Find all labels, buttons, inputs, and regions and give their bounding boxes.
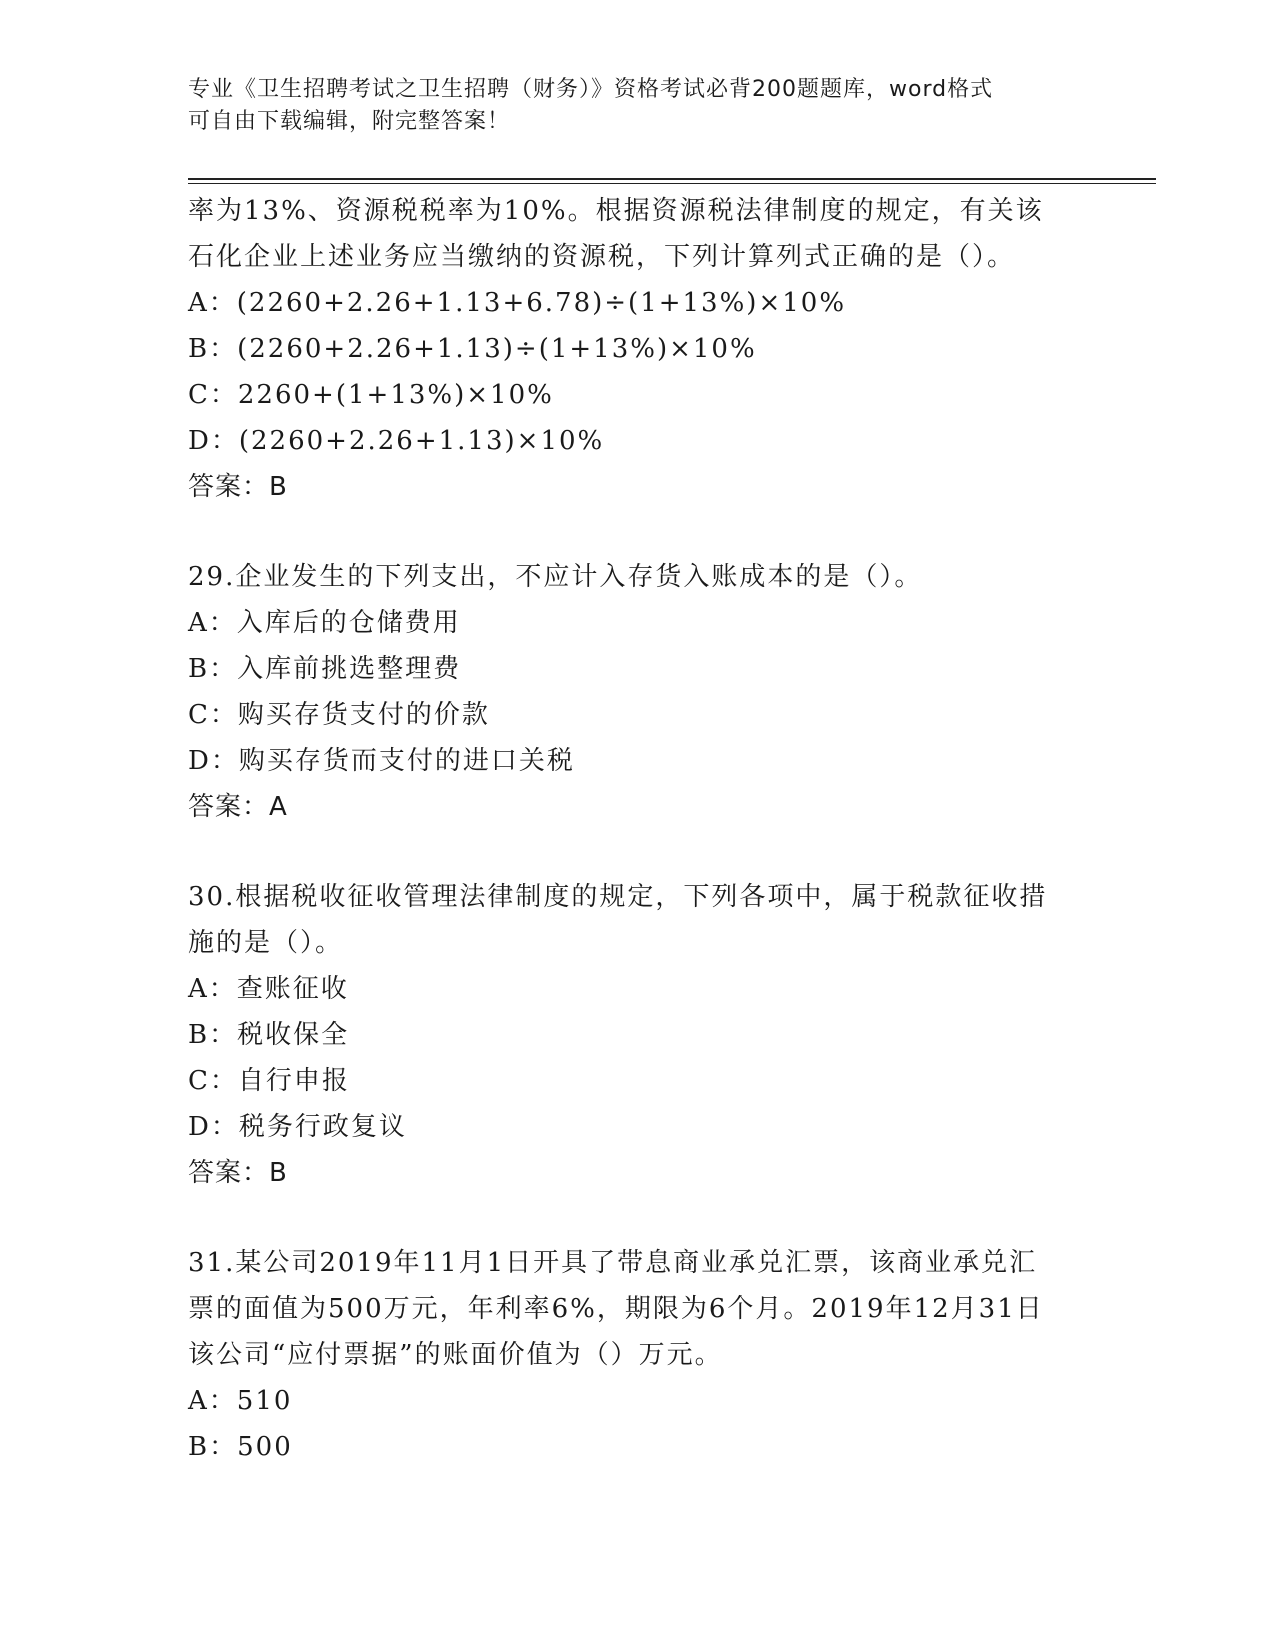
question-stem-line: 率为13%、资源税税率为10%。根据资源税法律制度的规定，有关该 [188, 196, 1044, 226]
spacer [188, 1196, 1088, 1240]
question-28 [188, 188, 1088, 510]
question-30 [188, 874, 1088, 1196]
option-d: D：(2260+2.26+1.13)×10% [188, 426, 605, 456]
answer-line: 答案：A [188, 792, 288, 822]
option-b: B：500 [188, 1432, 293, 1462]
question-stem-line: 石化企业上述业务应当缴纳的资源税，下列计算列式正确的是（）。 [188, 242, 1016, 272]
option-c: C：自行申报 [188, 1066, 350, 1096]
answer-line: 答案：B [188, 1158, 288, 1188]
option-b: B：(2260+2.26+1.13)÷(1+13%)×10% [188, 334, 757, 364]
option-c: C：2260+(1+13%)×10% [188, 380, 554, 410]
question-content [188, 188, 1088, 1470]
header-divider-thin [188, 183, 1156, 184]
question-stem-line: 票的面值为500万元，年利率6%，期限为6个月。2019年12月31日 [188, 1294, 1044, 1324]
option-a: A：510 [188, 1386, 293, 1416]
question-stem-line: 30.根据税收征收管理法律制度的规定，下列各项中，属于税款征收措 [188, 882, 1048, 912]
question-29 [188, 554, 1088, 830]
option-a: A：入库后的仓储费用 [188, 608, 461, 638]
question-31 [188, 1240, 1088, 1470]
header-title-line-2: 可自由下载编辑，附完整答案！ [188, 109, 511, 134]
header-title-line-1: 专业《卫生招聘考试之卫生招聘（财务）》资格考试必背200题题库，word格式 [188, 77, 994, 102]
option-a: A：(2260+2.26+1.13+6.78)÷(1+13%)×10% [188, 288, 847, 318]
option-b: B：入库前挑选整理费 [188, 654, 462, 684]
option-b: B：税收保全 [188, 1020, 350, 1050]
question-stem-line: 31.某公司2019年11月1日开具了带息商业承兑汇票，该商业承兑汇 [188, 1248, 1038, 1278]
spacer [188, 510, 1088, 554]
option-d: D：税务行政复议 [188, 1112, 407, 1142]
answer-line: 答案：B [188, 472, 288, 502]
header-divider-thick [188, 178, 1156, 180]
document-header [188, 74, 1088, 138]
question-stem-line: 该公司“应付票据”的账面价值为（）万元。 [188, 1340, 723, 1370]
spacer [188, 830, 1088, 874]
option-a: A：查账征收 [188, 974, 349, 1004]
question-stem-line: 29.企业发生的下列支出，不应计入存货入账成本的是（）。 [188, 562, 923, 592]
option-d: D：购买存货而支付的进口关税 [188, 746, 575, 776]
option-c: C：购买存货支付的价款 [188, 700, 490, 730]
question-stem-line: 施的是（）。 [188, 928, 344, 958]
